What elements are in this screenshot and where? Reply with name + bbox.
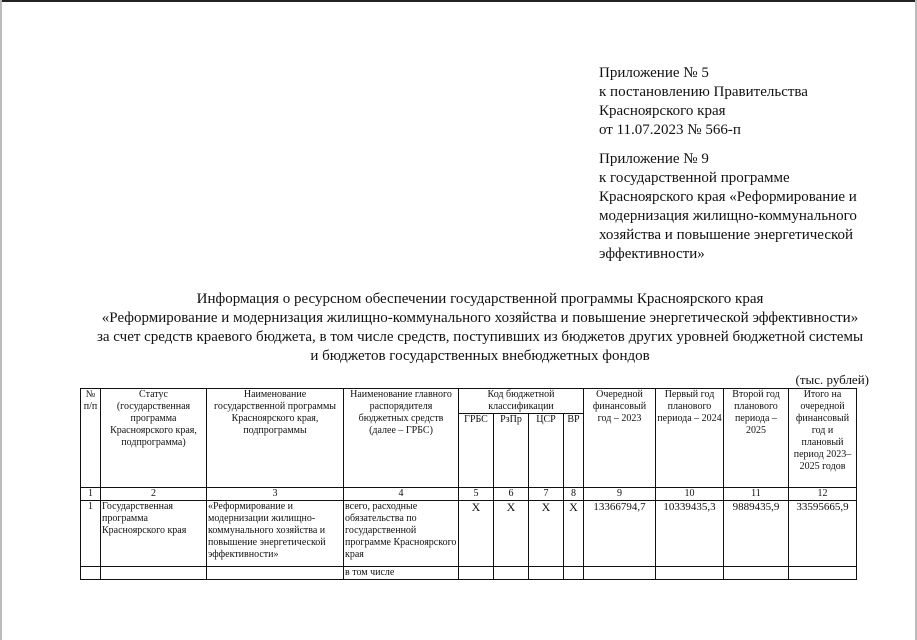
resource-table: [80, 388, 857, 580]
column-number: 3: [207, 488, 344, 501]
cell-empty: [724, 567, 789, 580]
column-number: 2: [101, 488, 207, 501]
row-in-that-number: в том числе: [344, 567, 459, 580]
row-total: 33595665,9: [789, 501, 857, 567]
title-line: «Реформирование и модернизация жилищно-коммунального хозяйства и повышение энергетической эффективности»: [101, 310, 859, 326]
header-grbs-name: Наименование главного распорядителя бюджетных средств (далее – ГРБС): [344, 389, 459, 488]
header-grbs: ГРБС: [459, 414, 494, 488]
cell-empty: [656, 567, 724, 580]
column-number: 12: [789, 488, 857, 501]
appendix-5-line: к постановлению Правительства: [599, 84, 808, 100]
cell-empty: [101, 567, 207, 580]
appendix-5-line: Красноярского края: [599, 103, 726, 119]
header-rzpr: РзПр: [494, 414, 529, 488]
header-csr: ЦСР: [529, 414, 564, 488]
cell-empty: [207, 567, 344, 580]
column-number: 7: [529, 488, 564, 501]
appendix-5-block: [599, 64, 808, 140]
title-line: за счет средств краевого бюджета, в том числе средств, поступивших из бюджетов других уровней бюджетной системы: [96, 329, 864, 345]
header-budget-code: Код бюджетной классификации: [459, 389, 584, 414]
units-label: (тыс. рублей): [795, 372, 869, 387]
appendix-9-line: эффективности»: [599, 246, 705, 262]
table-header-row: [81, 389, 857, 414]
column-number: 1: [81, 488, 101, 501]
appendix-9-line: Приложение № 9: [599, 151, 709, 167]
row-csr: Х: [529, 501, 564, 567]
row-year-2023: 13366794,7: [584, 501, 656, 567]
header-year-2025: Второй год планового периода – 2025: [724, 389, 789, 488]
row-rzpr: Х: [494, 501, 529, 567]
row-status: Государственная программа Красноярского края: [101, 501, 207, 567]
row-grbs-name: всего, расходные обязательства по государственной программе Красноярского края: [344, 501, 459, 567]
column-number-row: [81, 488, 857, 501]
column-number: 5: [459, 488, 494, 501]
column-number: 10: [656, 488, 724, 501]
appendix-9-line: Красноярского края «Реформирование и: [599, 189, 857, 205]
cell-empty: [81, 567, 101, 580]
row-grbs: Х: [459, 501, 494, 567]
header-year-2024: Первый год планового периода – 2024: [656, 389, 724, 488]
table-row: [81, 501, 857, 567]
header-year-2023: Очередной финансовый год – 2023: [584, 389, 656, 488]
row-year-2024: 10339435,3: [656, 501, 724, 567]
column-number: 4: [344, 488, 459, 501]
appendix-9-block: [599, 150, 857, 264]
column-number: 9: [584, 488, 656, 501]
appendix-5-line: Приложение № 5: [599, 65, 709, 81]
column-number: 11: [724, 488, 789, 501]
page-top-border: [0, 0, 917, 2]
row-year-2025: 9889435,9: [724, 501, 789, 567]
row-program-name: «Реформирование и модернизации жилищно-коммунального хозяйства и повышение энергетической эффективности»: [207, 501, 344, 567]
appendix-5-line: от 11.07.2023 № 566-п: [599, 122, 741, 138]
cell-empty: [459, 567, 494, 580]
column-number: 8: [564, 488, 584, 501]
appendix-9-line: к государственной программе: [599, 170, 790, 186]
cell-empty: [564, 567, 584, 580]
header-program-name: Наименование государственной программы Красноярского края, подпрограммы: [207, 389, 344, 488]
header-total: Итого на очередной финансовый год и плановый период 2023–2025 годов: [789, 389, 857, 488]
cell-empty: [584, 567, 656, 580]
appendix-9-line: модернизация жилищно-коммунального: [599, 208, 857, 224]
header-num: № п/п: [81, 389, 101, 488]
title-line: Информация о ресурсном обеспечении государственной программы Красноярского края: [196, 291, 764, 307]
title-line: и бюджетов государственных внебюджетных фондов: [310, 348, 650, 364]
document-title: [40, 290, 917, 366]
cell-empty: [494, 567, 529, 580]
header-status: Статус (государственная программа Красноярского края, подпрограмма): [101, 389, 207, 488]
appendix-9-line: хозяйства и повышение энергетической: [599, 227, 854, 243]
row-vr: Х: [564, 501, 584, 567]
row-num: 1: [81, 501, 101, 567]
table-row: [81, 567, 857, 580]
cell-empty: [789, 567, 857, 580]
header-vr: ВР: [564, 414, 584, 488]
cell-empty: [529, 567, 564, 580]
page-left-border: [0, 0, 2, 640]
column-number: 6: [494, 488, 529, 501]
